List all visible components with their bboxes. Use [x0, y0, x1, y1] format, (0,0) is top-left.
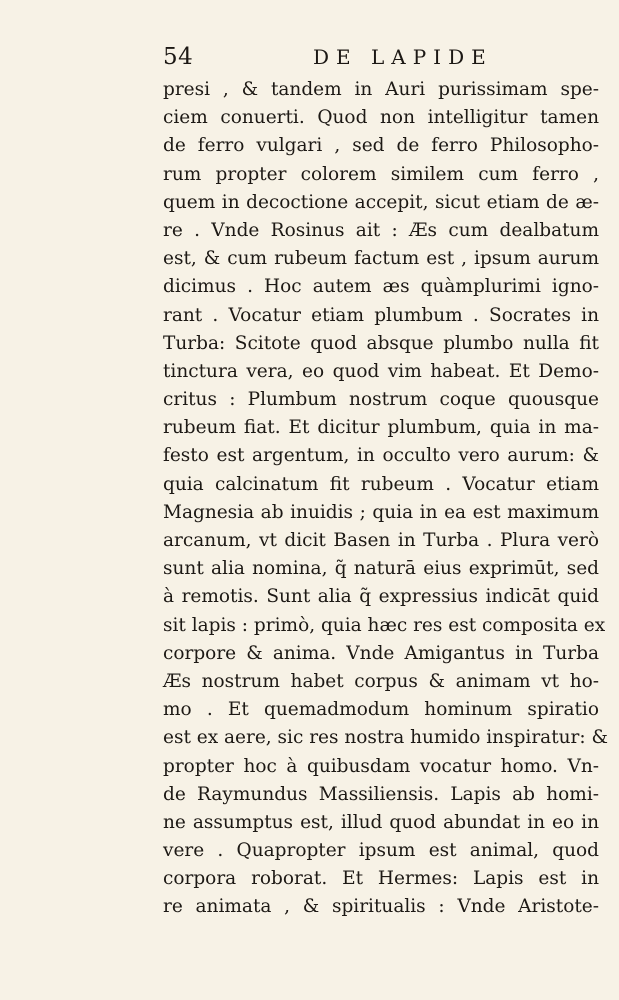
text-line: est, & cum rubeum factum est , ipsum aurum — [163, 248, 599, 270]
running-head: DE LAPIDE — [313, 45, 493, 69]
page-header — [163, 44, 603, 74]
text-line: sit lapis : primò, quia hæc res est composita ex — [163, 614, 606, 636]
text-line: Æs nostrum habet corpus & animam vt ho- — [163, 670, 599, 692]
text-line: festo est argentum, in occulto vero aurum: & — [163, 445, 599, 467]
text-line: est ex aere, sic res nostra humido inspiratur: & — [163, 727, 608, 749]
text-line: Turba: Scitote quod absque plumbo nulla fit — [163, 332, 599, 354]
text-line: quia calcinatum fit rubeum . Vocatur etiam — [163, 473, 599, 495]
text-line: re animata , & spiritualis : Vnde Aristote- — [163, 896, 599, 918]
text-line: tinctura vera, eo quod vim habeat. Et Demo- — [163, 360, 599, 382]
text-line: de ferro vulgari , sed de ferro Philosopho- — [163, 135, 599, 157]
text-line: critus : Plumbum nostrum coque quousque — [163, 389, 599, 411]
text-line: Magnesia ab inuidis ; quia in ea est maximum — [163, 501, 599, 523]
text-line: corpora roborat. Et Hermes: Lapis est in — [163, 868, 599, 890]
text-line: propter hoc à quibusdam vocatur homo. Vn- — [163, 755, 599, 777]
text-line: arcanum, vt dicit Basen in Turba . Plura verò — [163, 530, 599, 551]
text-line: mo . Et quemadmodum hominum spiratio — [163, 699, 599, 721]
text-line: corpore & anima. Vnde Amigantus in Turba — [163, 642, 599, 664]
text-line: re . Vnde Rosinus ait : Æs cum dealbatum — [163, 219, 599, 241]
text-line: ciem conuerti. Quod non intelligitur tamen — [163, 107, 599, 129]
text-line: rubeum fiat. Et dicitur plumbum, quia in ma- — [163, 417, 599, 439]
text-line: dicimus . Hoc autem æs quàmplurimi igno- — [163, 276, 599, 298]
text-line: sunt alia nomina, q̃ naturā eius exprimūt, sed — [163, 558, 599, 580]
text-line: rant . Vocatur etiam plumbum . Socrates in — [163, 304, 599, 326]
text-line: à remotis. Sunt alia q̃ expressius indicāt quid — [163, 586, 599, 608]
page-number: 54 — [163, 44, 194, 70]
text-line: presi , & tandem in Auri purissimam spe- — [163, 79, 599, 100]
text-line: rum propter colorem similem cum ferro , — [163, 163, 599, 185]
text-line: de Raymundus Massiliensis. Lapis ab homi- — [163, 783, 599, 805]
text-line: ne assumptus est, illud quod abundat in eo in — [163, 811, 599, 833]
body-text — [163, 76, 608, 922]
text-line: vere . Quapropter ipsum est animal, quod — [163, 840, 599, 862]
text-line: quem in decoctione accepit, sicut etiam de æ- — [163, 191, 599, 213]
